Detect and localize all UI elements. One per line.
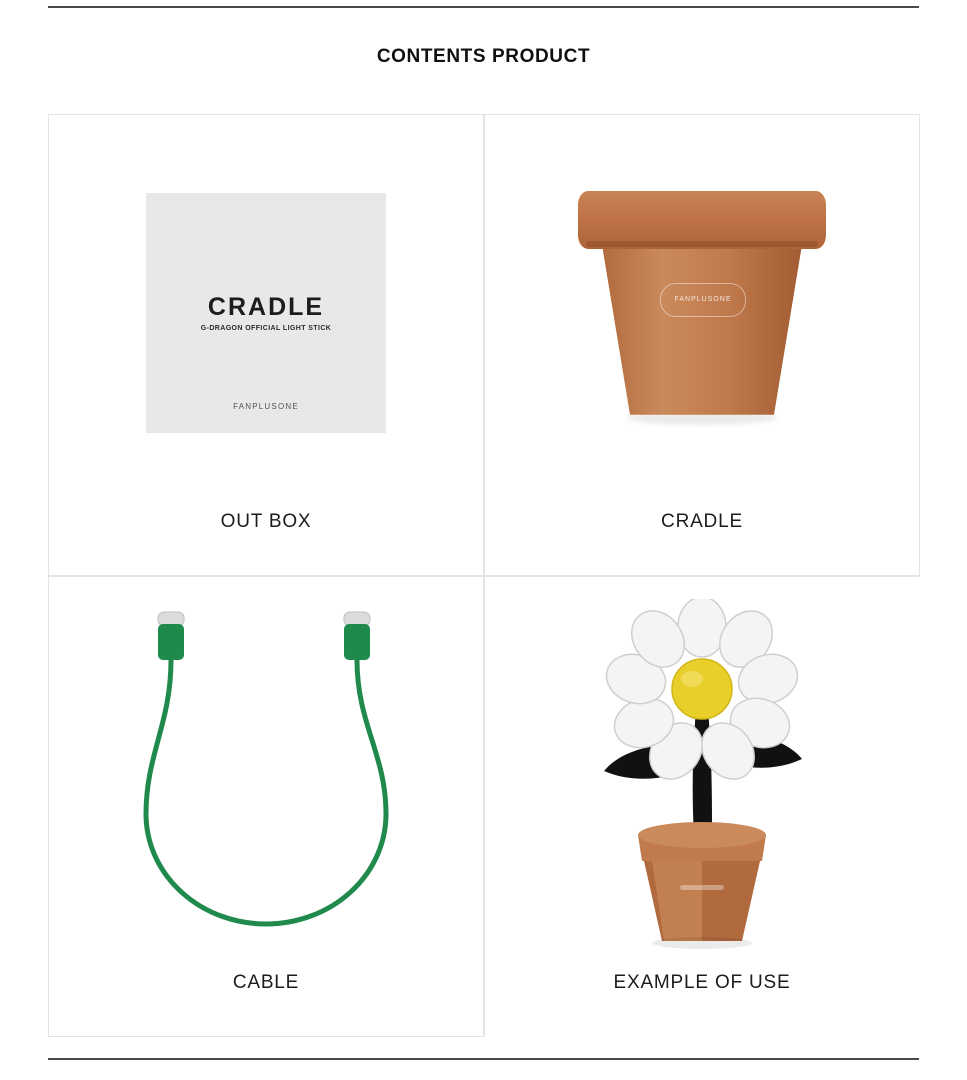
cable-illustration <box>49 577 483 973</box>
flower-svg <box>552 599 852 949</box>
pot-rim-line <box>586 241 818 247</box>
item-caption: OUT BOX <box>220 510 312 532</box>
box-subtitle: G-DRAGON OFFICIAL LIGHT STICK <box>200 325 332 333</box>
flower-pot <box>572 183 832 443</box>
box-brand-logo: FANPLUSONE <box>233 401 299 411</box>
bottom-divider <box>48 1058 919 1060</box>
contents-grid <box>48 114 920 1037</box>
cradle-illustration <box>485 115 919 511</box>
content-item-cradle <box>484 114 920 576</box>
pot-brand-badge: FANPLUSONE <box>660 283 746 317</box>
item-caption: CRADLE <box>661 510 743 532</box>
item-caption: CABLE <box>232 972 300 993</box>
usb-c-cable <box>116 604 416 944</box>
box-title: CRADLE <box>207 293 325 322</box>
flower-light-stick-in-pot <box>552 599 852 949</box>
example-of-use-illustration <box>485 577 919 973</box>
pot-body <box>602 245 802 415</box>
content-item-example-of-use <box>484 576 920 1038</box>
cable-svg <box>116 604 416 944</box>
item-caption: EXAMPLE OF USE <box>613 972 791 993</box>
content-item-out-box <box>48 114 484 576</box>
page-title: CONTENTS PRODUCT <box>376 46 591 67</box>
out-box-illustration <box>49 115 483 511</box>
product-box <box>146 193 386 433</box>
content-item-cable <box>48 576 484 1038</box>
top-divider <box>48 6 919 8</box>
